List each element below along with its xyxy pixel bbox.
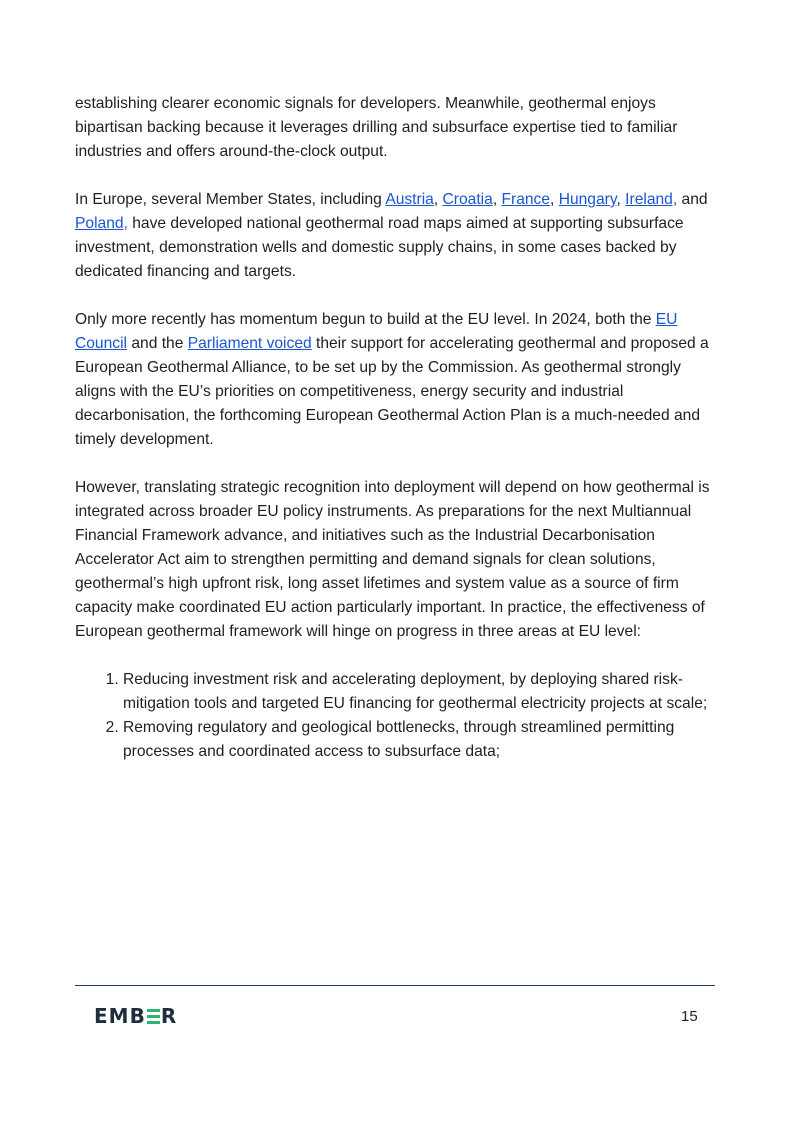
separator: ,	[492, 191, 502, 208]
paragraph-2	[75, 188, 720, 284]
logo-text-left: EMB	[94, 1004, 146, 1028]
paragraph-2-text-2: and	[677, 191, 708, 208]
link-hungary[interactable]: Hungary	[558, 191, 617, 208]
page-number: 15	[681, 1008, 698, 1025]
paragraph-3-text-3: their support for accelerating geothermal and proposed a European Geothermal Alliance, to be set up by the Commission. As geothermal strongly aligns with the EU’s priorities on competitiveness, energy security and industrial decarbonisation, the forthcoming European Geothermal Action Plan is a much-needed and timely development.	[75, 335, 709, 448]
ember-logo	[94, 1004, 177, 1028]
paragraph-1: establishing clearer economic signals for developers. Meanwhile, geothermal enjoys bipartisan backing because it leverages drilling and subsurface expertise tied to familiar industries and offers around-the-clock output.	[75, 95, 678, 160]
list-item: 1. Reducing investment risk and accelerating deployment, by deploying shared risk-mitigation tools and targeted EU financing for geothermal electricity projects at scale;	[123, 668, 720, 716]
link-croatia[interactable]: Croatia	[442, 191, 493, 208]
logo-e-bars-icon	[147, 1009, 160, 1024]
paragraph-3-text-2: and the	[127, 335, 188, 352]
link-eu-council[interactable]: EU Council	[75, 311, 678, 352]
link-austria[interactable]: Austria	[385, 191, 434, 208]
paragraph-2-text-1: In Europe, several Member States, including	[75, 191, 386, 208]
link-poland[interactable]: Poland,	[75, 215, 128, 232]
list-item: 2. Removing regulatory and geological bottlenecks, through streamlined permitting processes and coordinated access to subsurface data;	[123, 716, 720, 764]
link-parliament-voiced[interactable]: Parliament voiced	[187, 335, 312, 352]
link-france[interactable]: France	[501, 191, 551, 208]
numbered-list	[75, 668, 720, 764]
document-body	[75, 92, 720, 764]
paragraph-2-text-3: have developed national geothermal road maps aimed at supporting subsurface investment, demonstration wells and domestic supply chains, in some cases backed by dedicated financing and targets.	[75, 215, 684, 280]
separator: ,	[616, 191, 626, 208]
paragraph-4: However, translating strategic recognition into deployment will depend on how geothermal is integrated across broader EU policy instruments. As preparations for the next Multiannual Financial Framework advance, and initiatives such as the Industrial Decarbonisation Accelerator Act aim to strengthen permitting and demand signals for clean solutions, geothermal’s high upfront risk, long asset lifetimes and system value as a source of firm capacity make coordinated EU action particularly important. In practice, the effectiveness of European geothermal framework will hinge on progress in three areas at EU level:	[75, 479, 710, 640]
footer-divider	[75, 985, 715, 986]
separator: ,	[433, 191, 443, 208]
separator: ,	[550, 191, 559, 208]
paragraph-3	[75, 308, 720, 452]
logo-text-right: R	[160, 1004, 178, 1028]
paragraph-3-text-1: Only more recently has momentum begun to build at the EU level. In 2024, both the	[75, 311, 656, 328]
link-ireland[interactable]: Ireland,	[625, 191, 678, 208]
